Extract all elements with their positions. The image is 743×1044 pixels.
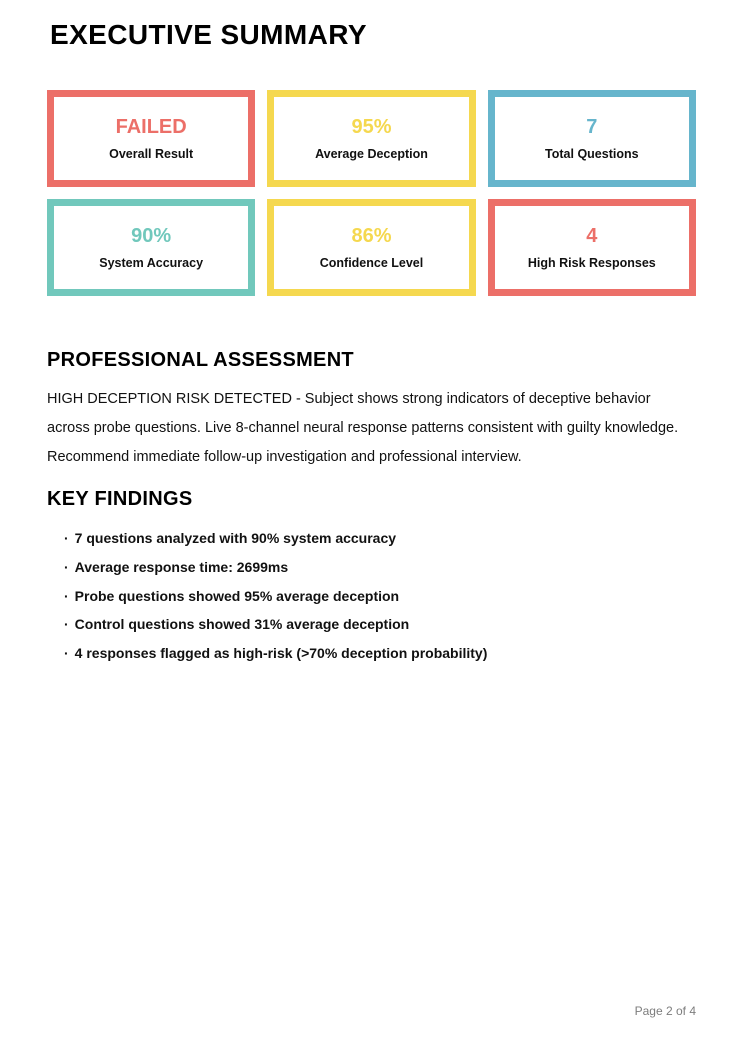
key-finding-item: · Average response time: 2699ms [64,553,696,582]
stat-card-confidence-level [267,199,475,296]
key-findings-list [47,524,696,668]
stat-label: High Risk Responses [527,256,656,270]
key-findings-heading: KEY FINDINGS [47,488,193,510]
stat-card-overall-result [47,90,255,187]
stat-card-system-accuracy [47,199,255,296]
professional-assessment-body: HIGH DECEPTION RISK DETECTED - Subject shows strong indicators of deceptive behavior across probe questions. Live 8-channel neural response patterns consistent with guilty knowledge. Recommend immediate follow-up investigation and professional interview. [47,391,679,465]
summary-cards-grid [47,90,696,296]
stat-value: 95% [351,116,392,138]
professional-assessment-heading: PROFESSIONAL ASSESSMENT [47,349,354,371]
stat-label: Total Questions [545,147,639,161]
stat-value: 4 [586,225,598,247]
stat-card-total-questions [488,90,696,187]
key-finding-item: · 7 questions analyzed with 90% system accuracy [64,524,696,553]
page-title: EXECUTIVE SUMMARY [50,19,367,50]
stat-value: 86% [351,225,392,247]
stat-label: Confidence Level [319,256,424,270]
page-number: Page 2 of 4 [634,1004,696,1018]
stat-label: Average Deception [315,147,428,161]
stat-label: System Accuracy [99,256,204,270]
stat-label: Overall Result [109,147,194,161]
stat-value: 7 [586,116,598,138]
key-finding-item: · 4 responses flagged as high-risk (>70% deception probability) [64,639,696,668]
stat-card-average-deception [267,90,475,187]
stat-value: FAILED [115,116,187,138]
stat-card-high-risk-responses [488,199,696,296]
stat-value: 90% [131,225,172,247]
key-finding-item: · Control questions showed 31% average deception [64,610,696,639]
key-finding-item: · Probe questions showed 95% average deception [64,582,696,611]
